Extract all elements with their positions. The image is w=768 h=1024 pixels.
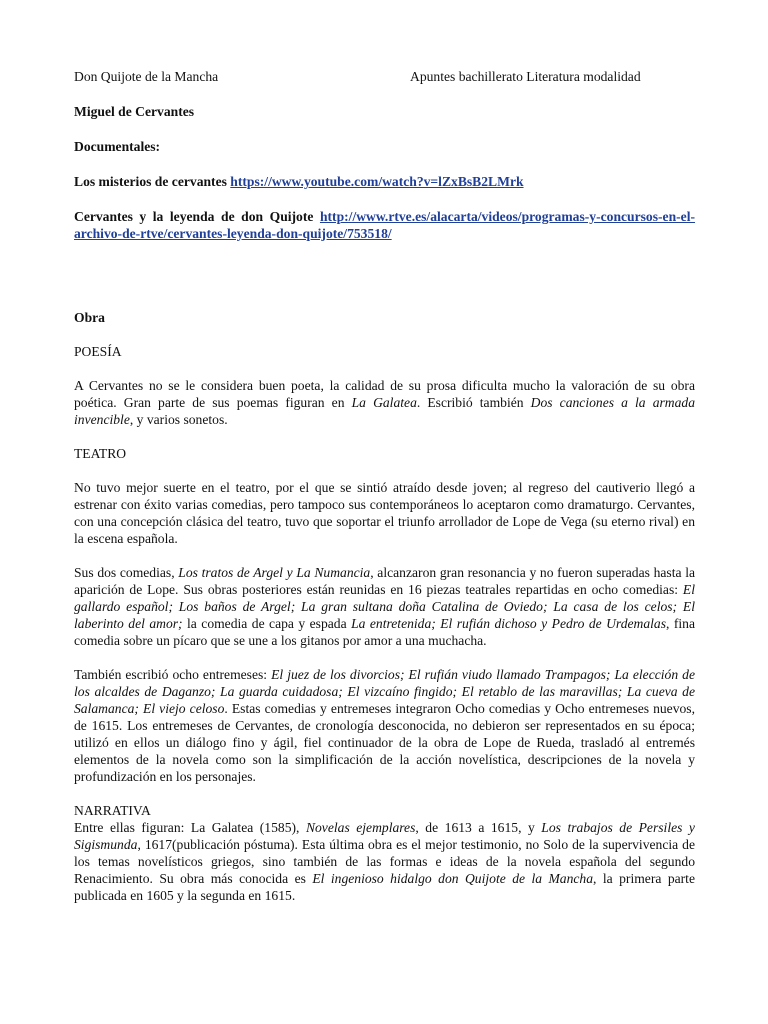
documentary-2-label: Cervantes y la leyenda de don Quijote [74,209,320,224]
poesia-text-1: A Cervantes no se le considera buen poeta, la calidad de su prosa dificulta mucho la valoración de su obra poética. Gran parte de sus poemas figuran en [74,378,695,410]
obra-heading: Obra [74,310,105,325]
teatro-p2-text-1: Sus dos comedias, [74,565,179,580]
teatro-p2-titles-1: Los tratos de Argel y La Numancia [178,565,371,580]
page-content [74,68,695,904]
documentary-2 [74,208,695,242]
teatro-p2-text-3: la comedia de capa y espada [182,616,352,631]
narrativa-paragraph [74,819,695,904]
narrativa-text-2: , de 1613 a 1615, y [415,820,542,835]
header-subtitle: Apuntes bachillerato Literatura modalidad [410,69,641,84]
teatro-paragraph-2 [74,564,695,649]
documentary-1 [74,173,695,190]
narrativa-title-quijote: El ingenioso hidalgo don Quijote de la Mancha [312,871,594,886]
teatro-p2-text-4: , fina comedia sobre un pícaro que se une a los gitanos por amor a una muchacha. [74,616,695,648]
teatro-p3-titles: El juez de los divorcios; El rufián viudo llamado Trampagos; La elección de los alcaldes de Daganzo; La guarda cuidadosa; El vizcaíno fingido; El retablo de las maravillas; La cueva de Salamanca; El viejo celoso [74,667,695,716]
teatro-heading: TEATRO [74,446,127,461]
poesia-heading: POESÍA [74,344,122,359]
poesia-title-canciones: Dos canciones a la armada invencible [74,395,695,427]
narrativa-title-novelas: Novelas ejemplares [305,820,416,835]
poesia-title-galatea: La Galatea [351,395,417,410]
teatro-p3-text-2: . Estas comedias y entremeses integraron Ocho comedias y Ocho entremeses nuevos, de 1615. Los entremeses de Cervantes, de cronología desconocida, no debieron ser representados en su época; utilizó en ellos un diálogo fino y ágil, fiel continuador de la obra de Lope de Rueda, trasladó al entremés elementos de la novela como son la simplificación de la acción novelística, descripciones de la novela y profundización en los personajes. [74,701,695,784]
narrativa-text-4: , la primera parte publicada en 1605 y la segunda en 1615. [74,871,695,903]
teatro-p2-titles-3: La entretenida; El rufián dichoso y Pedro de Urdemalas [351,616,667,631]
narrativa-heading: NARRATIVA [74,803,151,818]
teatro-paragraph-3 [74,666,695,785]
narrativa-text-3: , 1617(publicación póstuma). Esta última obra es el mejor testimonio, no Solo de la supervivencia de los temas novelísticos griegos, sino también de las formas e ideas de la novela española del segundo Renacimiento. Su obra más conocida es [74,837,695,886]
poesia-paragraph [74,377,695,428]
narrativa-text-1: Entre ellas figuran: La Galatea (1585), [74,820,306,835]
teatro-p2-text-2: , alcanzaron gran resonancia y no fueron superadas hasta la aparición de Lope. Sus obras posteriores están reunidas en 16 piezas teatrales repartidas en ocho comedias: [74,565,695,597]
poesia-text-2: . Escribió también [416,395,531,410]
documentary-1-label: Los misterios de cervantes [74,174,231,189]
documentales-heading: Documentales: [74,139,161,154]
teatro-paragraph-1: No tuvo mejor suerte en el teatro, por el que se sintió atraído desde joven; al regreso del cautiverio llegó a estrenar con éxito varias comedias, pero tampoco sus contemporáneos lo aceptaron como dramaturgo. Cervantes, con una concepción clásica del teatro, tuvo que soportar el triunfo arrollador de Lope de Vega (su eterno rival) en la escena española. [74,480,695,546]
author-heading: Miguel de Cervantes [74,104,195,119]
narrativa-title-persiles: Los trabajos de Persiles y Sigismunda [74,820,695,852]
teatro-p2-titles-2: El gallardo español; Los baños de Argel; La gran sultana doña Catalina de Oviedo; La casa de los celos; El laberinto del amor; [74,582,695,631]
documentary-1-link[interactable]: https://www.youtube.com/watch?v=lZxBsB2LMrk [230,174,524,189]
documentary-2-link[interactable]: http://www.rtve.es/alacarta/videos/programas-y-concursos-en-el-archivo-de-rtve/cervantes-leyenda-don-quijote/753518/ [74,209,695,241]
header-title: Don Quijote de la Mancha [74,69,219,84]
poesia-text-3: , y varios sonetos. [129,412,228,427]
teatro-p3-text-1: También escribió ocho entremeses: [74,667,272,682]
page-header [74,68,695,85]
